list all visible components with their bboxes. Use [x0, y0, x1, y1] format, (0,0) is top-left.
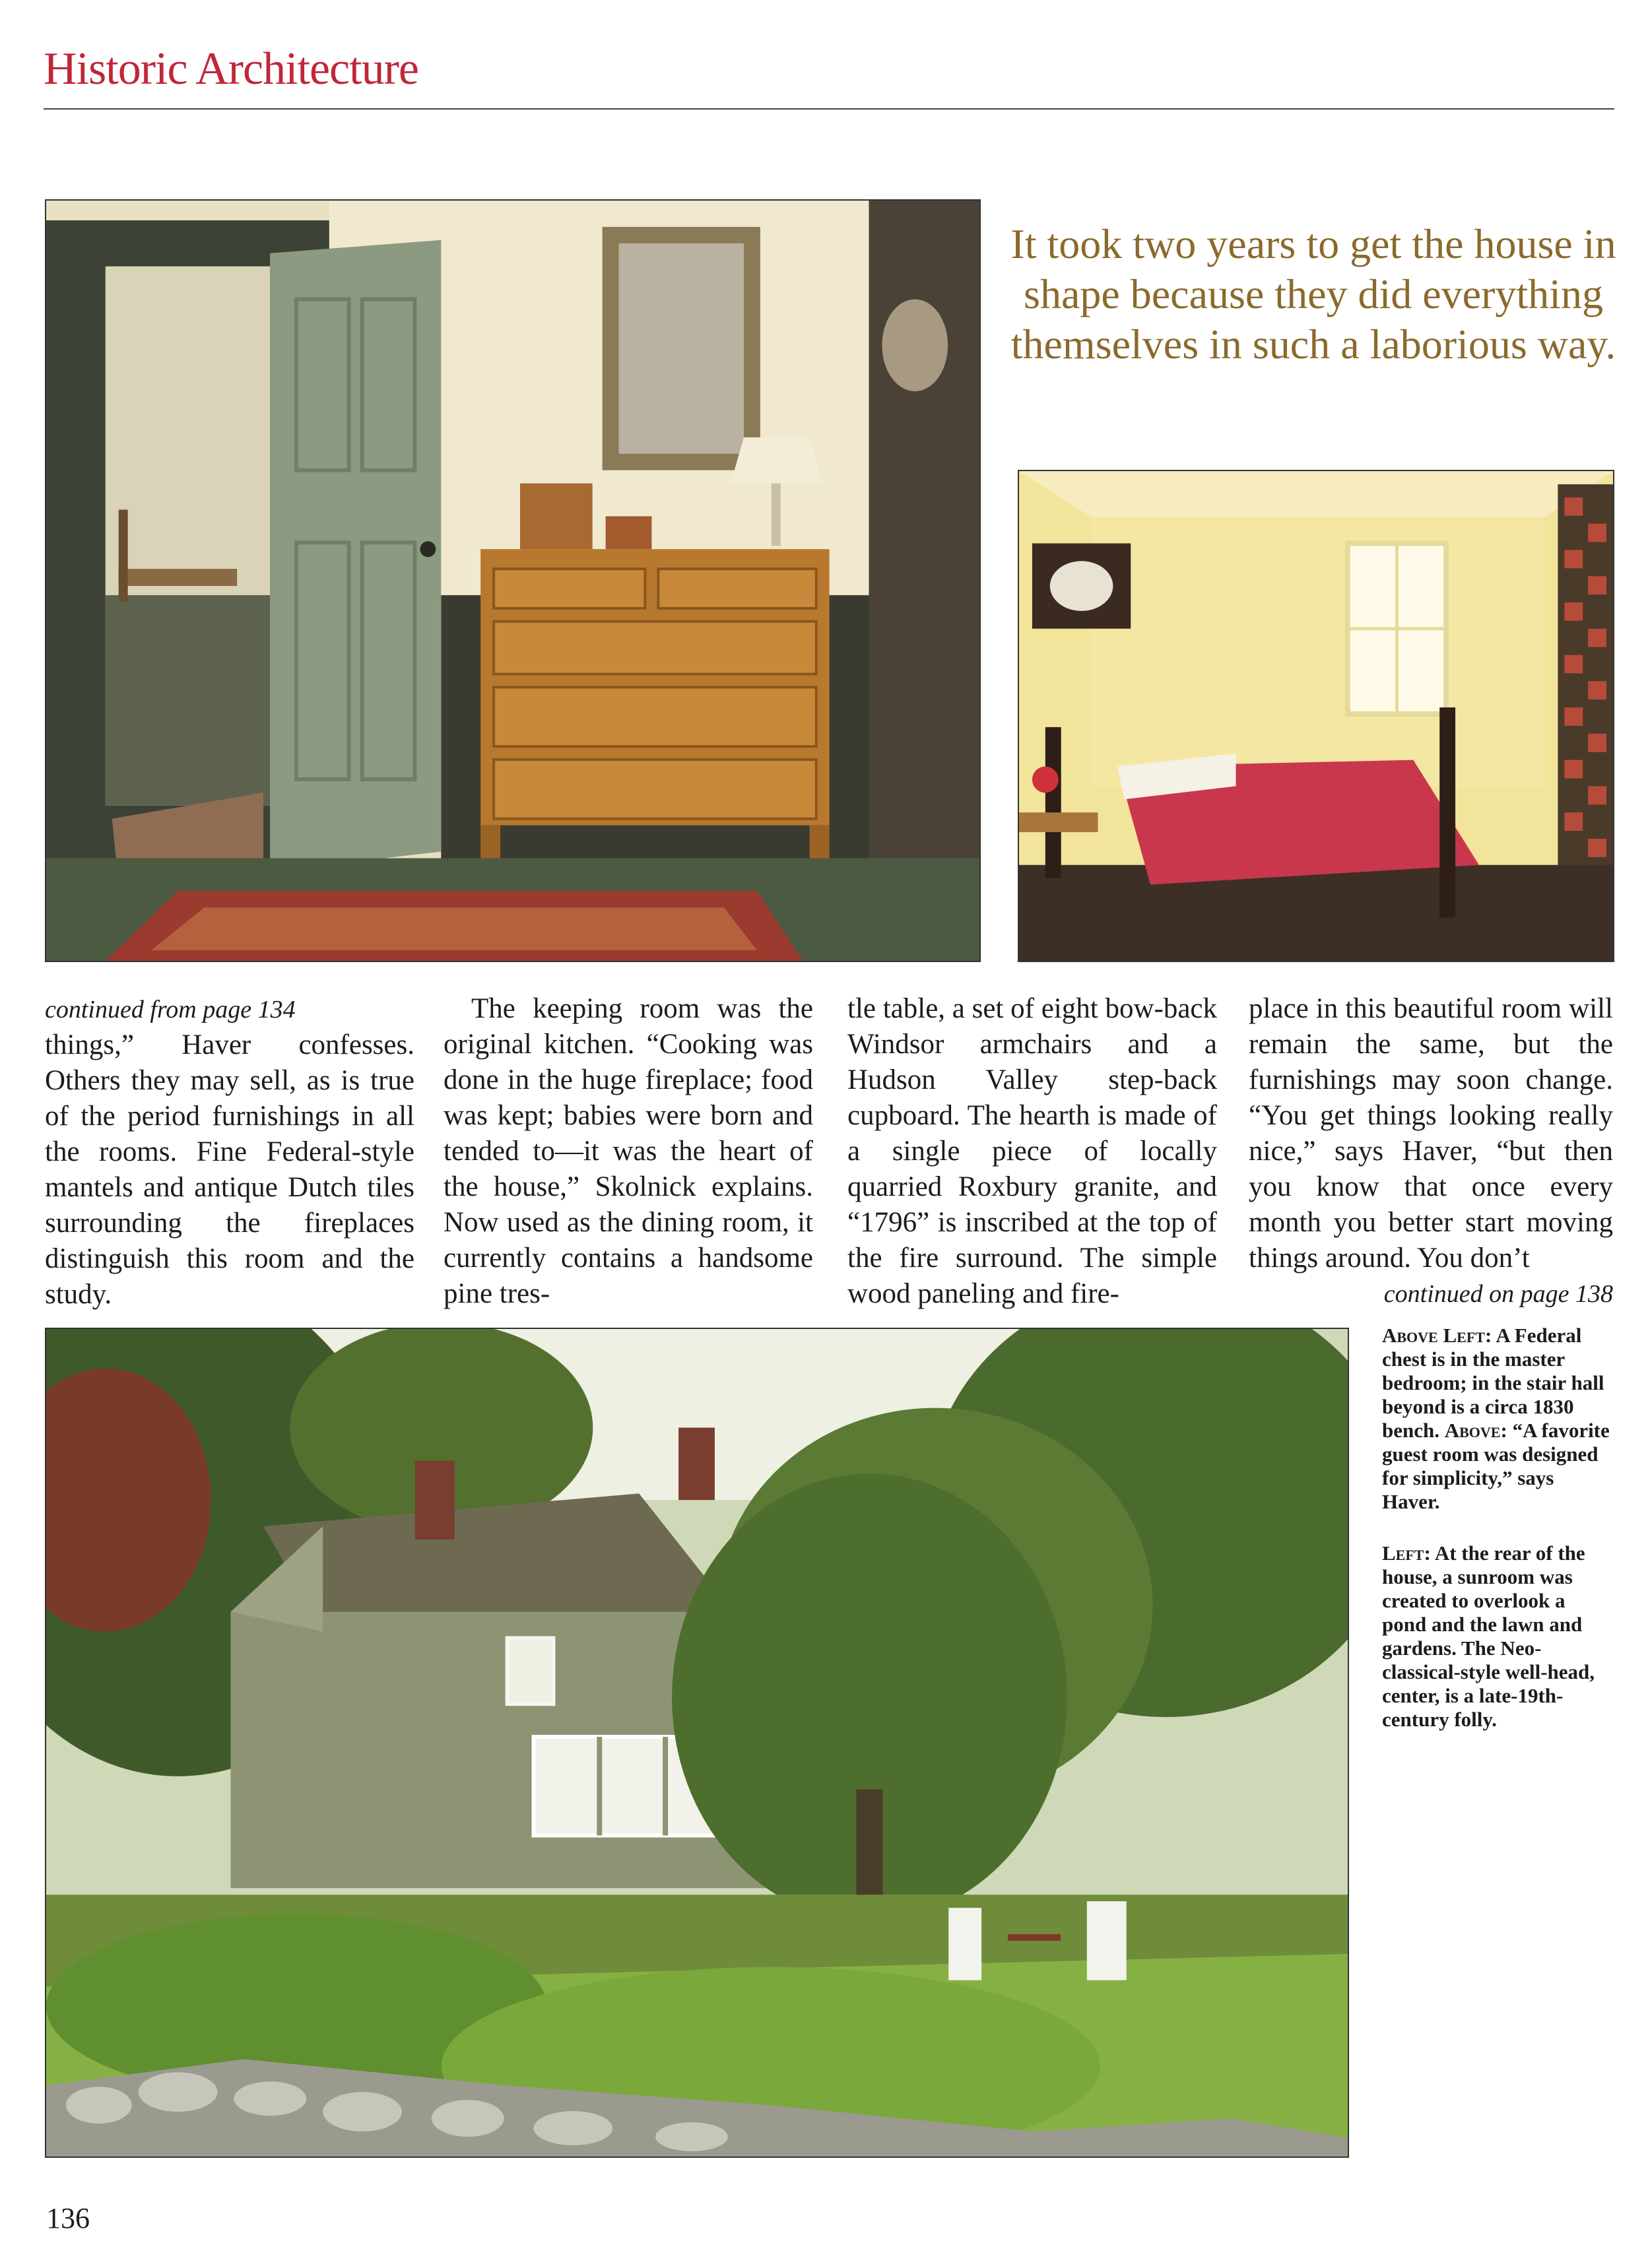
body-column-4: [1249, 991, 1613, 1312]
caption-lead: Left:: [1382, 1541, 1431, 1565]
body-text: tle table, a set of eight bow-back Windsor armchairs and a Hudson Valley step-back cupboard. The hearth is made of a single piece of locally quarried Roxbury granite, and “1796” is inscribed at the top of the fire surround. The simple wood paneling and fire-: [847, 993, 1217, 1309]
guest-room-image: [1019, 471, 1613, 961]
pull-quote: It took two years to get the house in shape because they did everything themselves in such a laborious way.: [1010, 220, 1616, 368]
body-text: The keeping room was the original kitchen. “Cooking was done in the huge fireplace; food was kept; babies were born and tended to—it was the heart of the house,” Skolnick explains. Now used as the dining room, it currently contains a handsome pine tres-: [444, 993, 813, 1309]
caption-left: [1382, 1541, 1613, 1732]
body-text: place in this beautiful room will remain the same, but the furnishings may soon change. “You get things looking really nice,” says Haver, “but then you know that once every month you better start moving things around. You don’t: [1249, 993, 1613, 1274]
body-column-2: [444, 991, 813, 1312]
caption-text: A Federal chest is in the master bedroom; in the stair hall beyond is a circa 1830 bench.: [1382, 1324, 1604, 1442]
jump-to: continued on page 138: [1383, 1280, 1613, 1308]
house-exterior-image: [46, 1329, 1348, 2156]
photo-guest-room: [1018, 470, 1614, 962]
caption-lead: Above Left:: [1382, 1324, 1492, 1347]
body-text: things,” Haver confesses. Others they may sell, as is true of the period furnishings in all the rooms. Fine Federal-style mantels and antique Dutch tiles surrounding the fireplaces distinguish this room and the study.: [45, 1029, 414, 1310]
photo-federal-chest: [45, 199, 981, 962]
caption-lead: Above:: [1444, 1419, 1507, 1442]
jump-from: continued from page 134: [45, 996, 296, 1023]
caption-text: At the rear of the house, a sunroom was created to overlook a pond and the lawn and gardens. The Neo-classical-style well-head, center, is a late-19th-century folly.: [1382, 1541, 1595, 1731]
federal-chest-image: [46, 201, 979, 961]
caption-above: [1382, 1324, 1613, 1514]
photo-house-exterior: [45, 1328, 1349, 2158]
body-column-3: [847, 991, 1217, 1312]
photo-captions: [1382, 1324, 1613, 1759]
header-rule: [44, 108, 1614, 110]
page-header: [44, 46, 1614, 92]
section-title: Historic Architecture: [44, 44, 418, 94]
page-number: 136: [46, 2202, 90, 2234]
caption-text: “A favorite guest room was designed for simplicity,” says Haver.: [1382, 1419, 1610, 1513]
body-column-1: [45, 991, 414, 1312]
